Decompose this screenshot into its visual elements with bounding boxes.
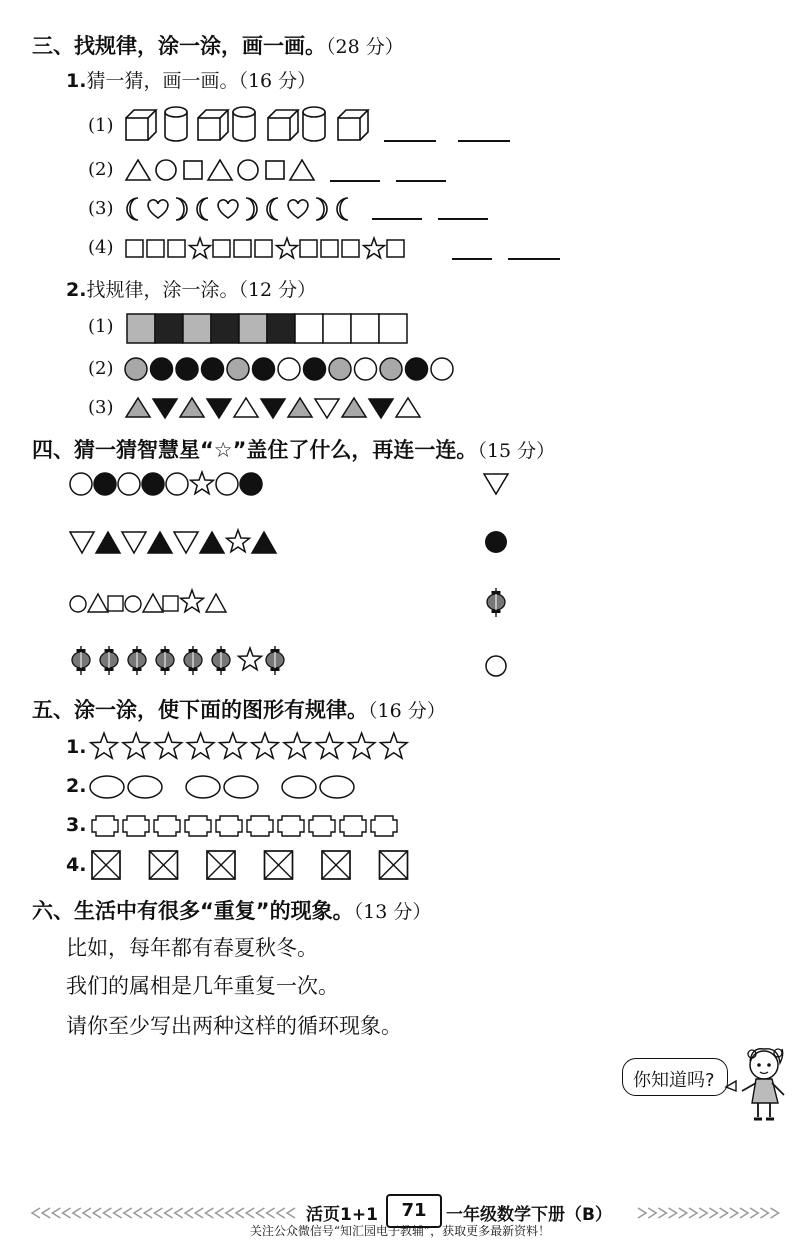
q1-row2-label: (2) [88,159,114,180]
cube-shape [268,110,298,140]
triangle-small [88,594,108,612]
circle-white [355,358,377,380]
triangle-black-down [207,399,231,418]
q1-row4-shapes [124,237,434,261]
arrow-left-icon [154,1208,162,1218]
option-triangle-down [484,474,508,494]
speech-bubble [622,1058,728,1096]
circle-small [125,596,141,612]
arrow-left-icon [277,1208,285,1218]
arrow-left-icon [216,1208,224,1218]
strip-cell-black [211,314,239,343]
triangle-black-down [153,399,177,418]
q2-row3-triangles [124,396,444,420]
arrow-left-icon [124,1208,132,1218]
triangle-small [143,594,163,612]
oval-outline [320,776,354,798]
q1-row1-shapes [122,104,382,144]
arrow-right-icon [730,1208,738,1218]
triangle-down-white [122,532,146,553]
circle-white [278,358,300,380]
q2-heading [66,275,316,302]
arrow-left-icon [185,1208,193,1218]
s6-line-2: 我们的属相是几年重复一次。 [66,974,339,998]
circle-black [142,473,164,495]
star-shape [190,238,211,258]
footer-left-arrows [30,1206,300,1220]
arrow-right-icon [771,1208,779,1218]
footer-notice: 关注公众微信号“知汇园电子教辅”，获取更多最新资料！ [249,1224,551,1238]
section4-title-text: 四、猜一猜智慧星“☆”盖住了什么，再连一连。 [32,438,478,462]
strip-cell-white [379,314,407,343]
arrow-right-icon [699,1208,707,1218]
bracket-rect-outline [123,816,149,836]
triangle-up-black [148,532,172,553]
star-outline [381,733,408,758]
star-shape [364,238,385,258]
square-shape [342,240,359,257]
moon-left-shape [267,198,278,220]
bracket-rect-outline [92,816,118,836]
circle-gray [227,358,249,380]
square-shape [147,240,164,257]
arrow-left-icon [267,1208,275,1218]
square-shape [168,240,185,257]
q2-text: 找规律，涂一涂。 [86,279,239,301]
triangle-white-up [396,398,420,417]
circle-black [304,358,326,380]
triangle-up-black [200,532,224,553]
star-outline [123,733,150,758]
triangle-white-down [315,399,339,418]
bracket-rect-outline [371,816,397,836]
arrow-left-icon [175,1208,183,1218]
lantern-base [133,668,142,671]
circle-gray [380,358,402,380]
bracket-rect-outline [340,816,366,836]
section3-points: （28 分） [326,36,404,58]
triangle-small [206,594,226,612]
q1-num: 1. [66,70,87,92]
circle-white [216,473,238,495]
triangle-gray-up [126,398,150,417]
speech-bubble-text: 你知道吗? [633,1070,715,1091]
moon-left-shape [337,198,348,220]
square-shape [387,240,404,257]
s5-num-2: 2. [66,775,87,797]
q1-heading [66,66,316,93]
s5-num-1: 1. [66,736,87,758]
arrow-left-icon [144,1208,152,1218]
cylinder-shape [303,107,325,141]
cube-shape [126,110,156,140]
s5-item1-num [66,736,86,758]
moon-right-shape [246,198,257,220]
strip-cell-white [351,314,379,343]
lantern-base [217,668,226,671]
square-shape [266,161,284,179]
strip-cell-black [155,314,183,343]
arrow-right-icon [658,1208,666,1218]
section6-points: （13 分） [353,901,432,923]
option-circle-white [486,656,506,676]
section5-title [32,694,446,724]
arrow-left-icon [195,1208,203,1218]
q2-row2-circles [124,356,464,382]
triangle-white-up [234,398,258,417]
arrow-left-icon [114,1208,122,1218]
square-shape [255,240,272,257]
square-small [108,596,123,611]
triangle-gray-up [288,398,312,417]
page-number: 71 [401,1200,427,1221]
s6-line-3: 请你至少写出两种这样的循环现象。 [66,1014,402,1038]
q2-row2-label: (2) [88,358,114,379]
square-shape [213,240,230,257]
circle-white [166,473,188,495]
triangle-up-black [252,532,276,553]
arrow-left-icon [42,1208,50,1218]
option-circle-black [485,531,507,553]
s5-xboxes [90,849,420,883]
square-shape [300,240,317,257]
triangle-gray-up [342,398,366,417]
arrow-right-icon [638,1208,646,1218]
lantern-cap [161,649,170,652]
strip-cell-white [323,314,351,343]
section4-title [32,434,555,464]
section5-title-text: 五、涂一涂，使下面的图形有规律。 [32,698,368,722]
lantern-base [161,668,170,671]
circle-black [406,358,428,380]
answer-blank[interactable] [438,218,488,220]
q2-row1-strip [126,313,412,345]
lantern-cap [105,649,114,652]
star-outline [187,733,214,758]
answer-blank[interactable] [508,258,560,260]
wisdom-star [181,590,204,612]
s5-brackets [90,813,410,839]
section3-title [32,30,404,60]
circle-black [240,473,262,495]
circle-white [70,473,92,495]
s5-item4-num [66,854,86,876]
star-outline [348,733,375,758]
moon-left-shape [197,198,208,220]
star-outline [155,733,182,758]
q2-row1-label: (1) [88,316,114,337]
circle-black [176,358,198,380]
oval-outline [282,776,316,798]
circle-black [151,358,173,380]
arrow-left-icon [165,1208,173,1218]
wisdom-star [239,648,262,670]
moon-right-shape [176,198,187,220]
answer-blank[interactable] [452,258,492,260]
circle-white [118,473,140,495]
q1-text: 猜一猜，画一画。 [86,70,239,92]
triangle-down-white [174,532,198,553]
arrow-right-icon [689,1208,697,1218]
answer-blank[interactable] [458,140,510,142]
triangle-shape [126,160,150,180]
strip-cell-gray [183,314,211,343]
arrow-left-icon [226,1208,234,1218]
footer-book: 一年级数学下册（B） [446,1205,612,1225]
lantern-cap [189,649,198,652]
star-outline [252,733,279,758]
oval-outline [224,776,258,798]
strip-cell-black [267,314,295,343]
strip-cell-gray [239,314,267,343]
arrow-right-icon [648,1208,656,1218]
moon-left-shape [127,198,138,220]
arrow-right-icon [669,1208,677,1218]
square-shape [126,240,143,257]
arrow-left-icon [256,1208,264,1218]
cube-shape [198,110,228,140]
triangle-down-white [70,532,94,553]
q1-points: （16 分） [238,70,317,92]
circle-small [70,596,86,612]
triangle-gray-up [180,398,204,417]
arrow-left-icon [93,1208,101,1218]
q2-num: 2. [66,279,87,301]
circle-black [202,358,224,380]
arrow-left-icon [73,1208,81,1218]
circle-black [253,358,275,380]
q1-row3-shapes [124,196,374,222]
s5-num-3: 3. [66,814,87,836]
square-shape [234,240,251,257]
s5-stars [90,732,420,762]
section4-left-sequences [66,468,366,678]
arrow-left-icon [103,1208,111,1218]
s5-num-4: 4. [66,854,87,876]
arrow-left-icon [287,1208,295,1218]
answer-blank[interactable] [330,180,380,182]
lantern-cap [271,649,280,652]
bracket-rect-outline [154,816,180,836]
oval-outline [128,776,162,798]
circle-gray [329,358,351,380]
star-shape [277,238,298,258]
arrow-right-icon [740,1208,748,1218]
lantern-base [271,668,280,671]
s5-item2-num [66,775,86,797]
lantern-base [77,668,86,671]
arrow-right-icon [709,1208,717,1218]
arrow-right-icon [760,1208,768,1218]
q1-row4-label: (4) [88,237,114,258]
heart-shape [288,200,308,218]
wisdom-star [227,530,250,552]
section6-title [32,895,431,925]
bracket-rect-outline [309,816,335,836]
section6-title-text: 六、生活中有很多“重复”的现象。 [32,899,354,923]
star-outline [284,733,311,758]
bracket-rect-outline [247,816,273,836]
arrow-left-icon [236,1208,244,1218]
lantern-cap [77,649,86,652]
q1-row2-shapes [124,158,324,182]
q2-points: （12 分） [238,279,317,301]
oval-outline [90,776,124,798]
cylinder-shape [233,107,255,141]
strip-cell-gray [127,314,155,343]
square-shape [321,240,338,257]
q1-row3-label: (3) [88,198,114,219]
girl-illustration [722,1045,792,1125]
bracket-rect-outline [278,816,304,836]
arrow-left-icon [134,1208,142,1218]
section3-title-text: 三、找规律，涂一涂，画一画。 [32,34,326,58]
answer-blank[interactable] [396,180,446,182]
star-outline [316,733,343,758]
star-outline [91,733,118,758]
lantern-cap [133,649,142,652]
wisdom-star [191,472,214,494]
section4-right-options [478,468,518,688]
arrow-right-icon [720,1208,728,1218]
circle-gray [125,358,147,380]
s5-ovals [90,774,370,800]
bracket-rect-outline [216,816,242,836]
heart-shape [218,200,238,218]
triangle-black-down [369,399,393,418]
section5-points: （16 分） [368,700,446,722]
oval-outline [186,776,220,798]
cylinder-shape [165,107,187,141]
triangle-black-down [261,399,285,418]
heart-shape [148,200,168,218]
lantern-base [189,668,198,671]
triangle-shape [208,160,232,180]
cube-shape [338,110,368,140]
q2-row3-label: (3) [88,397,114,418]
section4-points: （15 分） [477,440,556,462]
square-shape [184,161,202,179]
lantern-cap [217,649,226,652]
answer-blank[interactable] [384,140,436,142]
triangle-up-black [96,532,120,553]
moon-right-shape [316,198,327,220]
arrow-left-icon [205,1208,213,1218]
s5-item3-num [66,814,86,836]
footer-right-arrows [636,1206,786,1220]
arrow-left-icon [246,1208,254,1218]
circle-white [431,358,453,380]
arrow-left-icon [52,1208,60,1218]
arrow-left-icon [63,1208,71,1218]
circle-shape [238,160,258,180]
s6-line-1: 比如，每年都有春夏秋冬。 [66,936,318,960]
arrow-left-icon [83,1208,91,1218]
arrow-right-icon [679,1208,687,1218]
lantern-cap [492,591,501,594]
arrow-left-icon [32,1208,40,1218]
square-small [163,596,178,611]
lantern-base [105,668,114,671]
lantern-base [492,610,501,613]
q1-row1-label: (1) [88,115,114,136]
triangle-shape [290,160,314,180]
arrow-right-icon [750,1208,758,1218]
circle-black [94,473,116,495]
strip-cell-white [295,314,323,343]
circle-shape [156,160,176,180]
star-outline [220,733,247,758]
answer-blank[interactable] [372,218,422,220]
bracket-rect-outline [185,816,211,836]
footer-brand: 活页1+1 [306,1205,378,1225]
